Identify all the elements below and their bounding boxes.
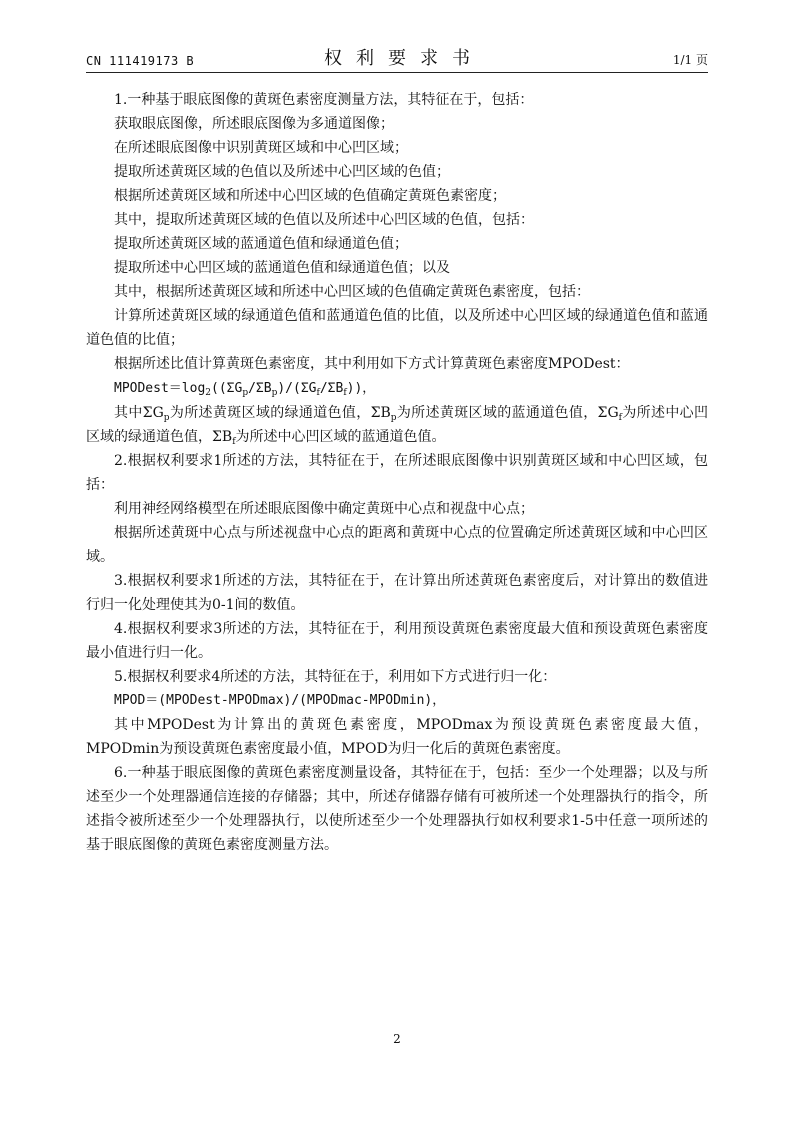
formula-part: )/(ΣG (277, 381, 317, 396)
claim-1-step: 其中，根据所述黄斑区域和所述中心凹区域的色值确定黄斑色素密度，包括： (114, 284, 590, 300)
claim-5-definition: 其中MPODest为计算出的黄斑色素密度，MPODmax为预设黄斑色素密度最大值，MPODmin为预设黄斑色素密度最小值，MPOD为归一化后的黄斑色素密度。 (86, 717, 708, 757)
claim-1-step: 根据所述比值计算黄斑色素密度，其中利用如下方式计算黄斑色素密度MPODest： (114, 356, 630, 372)
formula-part: /ΣB (319, 381, 344, 396)
document-title: 权利要求书 (324, 48, 484, 69)
claim-1-step: 获取眼底图像，所述眼底图像为多通道图像； (114, 116, 394, 132)
definition-part: 为所述中心凹区域的蓝通道色值。 (235, 429, 446, 445)
definition-part: 为所述中心凹区域的绿通道色值，ΣB (86, 405, 708, 445)
formula-subscript: 2 (205, 388, 212, 398)
definition-part: 其中ΣG (114, 405, 164, 421)
claim-1-step: 在所述眼底图像中识别黄斑区域和中心凹区域； (114, 140, 408, 156)
claim-1-formula (86, 376, 708, 401)
definition-subscript: f (232, 437, 236, 447)
claim-1-intro: 1.一种基于眼底图像的黄斑色素密度测量方法，其特征在于，包括： (114, 92, 534, 108)
claim-1-step: 其中，提取所述黄斑区域的色值以及所述中心凹区域的色值，包括： (114, 212, 534, 228)
formula-part: ((ΣG (211, 381, 243, 396)
definition-subscript: f (618, 413, 622, 423)
claim-2-intro: 2.根据权利要求1所述的方法，其特征在于，在所述眼底图像中识别黄斑区域和中心凹区域，包括： (86, 453, 708, 493)
claim-1-step: 根据所述黄斑区域和所述中心凹区域的色值确定黄斑色素密度； (114, 188, 506, 204)
claim-1-step: 计算所述黄斑区域的绿通道色值和蓝通道色值的比值，以及所述中心凹区域的绿通道色值和蓝通道色值的比值； (86, 308, 708, 348)
claim-4: 4.根据权利要求3所述的方法，其特征在于，利用预设黄斑色素密度最大值和预设黄斑色素密度最小值进行归一化。 (86, 621, 708, 661)
formula-subscript: p (242, 388, 249, 398)
page-header (86, 44, 708, 72)
definition-part: 为所述黄斑区域的绿通道色值，ΣB (169, 405, 391, 421)
definition-subscript: p (390, 413, 397, 423)
definition-part: 为所述黄斑区域的蓝通道色值，ΣG (396, 405, 619, 421)
formula-part: MPODest＝log (114, 381, 206, 396)
claim-1-step: 提取所述黄斑区域的色值以及所述中心凹区域的色值； (114, 164, 450, 180)
page-number: 2 (393, 1032, 401, 1046)
formula-subscript: p (271, 388, 278, 398)
claim-2-step: 根据所述黄斑中心点与所述视盘中心点的距离和黄斑中心点的位置确定所述黄斑区域和中心凹区域。 (86, 525, 708, 565)
claim-1-definition (86, 401, 708, 449)
claim-1-step: 提取所述黄斑区域的蓝通道色值和绿通道色值； (114, 236, 408, 252)
formula-subscript: f (343, 388, 347, 398)
claim-3: 3.根据权利要求1所述的方法，其特征在于，在计算出所述黄斑色素密度后，对计算出的数值进行归一化处理使其为0-1间的数值。 (86, 573, 708, 613)
claim-1-step: 提取所述中心凹区域的蓝通道色值和绿通道色值；以及 (114, 260, 450, 276)
formula-part: /ΣB (248, 381, 272, 396)
claim-5-intro: 5.根据权利要求4所述的方法，其特征在于，利用如下方式进行归一化： (114, 669, 557, 685)
formula-subscript: f (316, 388, 320, 398)
claim-5-formula: MPOD＝(MPODest-MPODmax)/(MPODmac-MPODmin)， (114, 693, 446, 708)
definition-subscript: p (163, 413, 170, 423)
header-divider (86, 72, 708, 73)
claim-6: 6.一种基于眼底图像的黄斑色素密度测量设备，其特征在于，包括：至少一个处理器；以及与所述至少一个处理器通信连接的存储器；其中，所述存储器存储有可被所述一个处理器执行的指令，所述指令被所述至少一个处理器执行，以使所述至少一个处理器执行如权利要求1-5中任意一项所述的基于眼底图像的黄斑色素密度测量方法。 (86, 765, 708, 853)
claim-2-step: 利用神经网络模型在所述眼底图像中确定黄斑中心点和视盘中心点； (114, 501, 534, 517)
formula-part: ))， (346, 381, 376, 396)
publication-number: CN 111419173 B (86, 54, 195, 68)
claims-body (86, 88, 708, 857)
page-count: 1/1 页 (672, 53, 708, 67)
